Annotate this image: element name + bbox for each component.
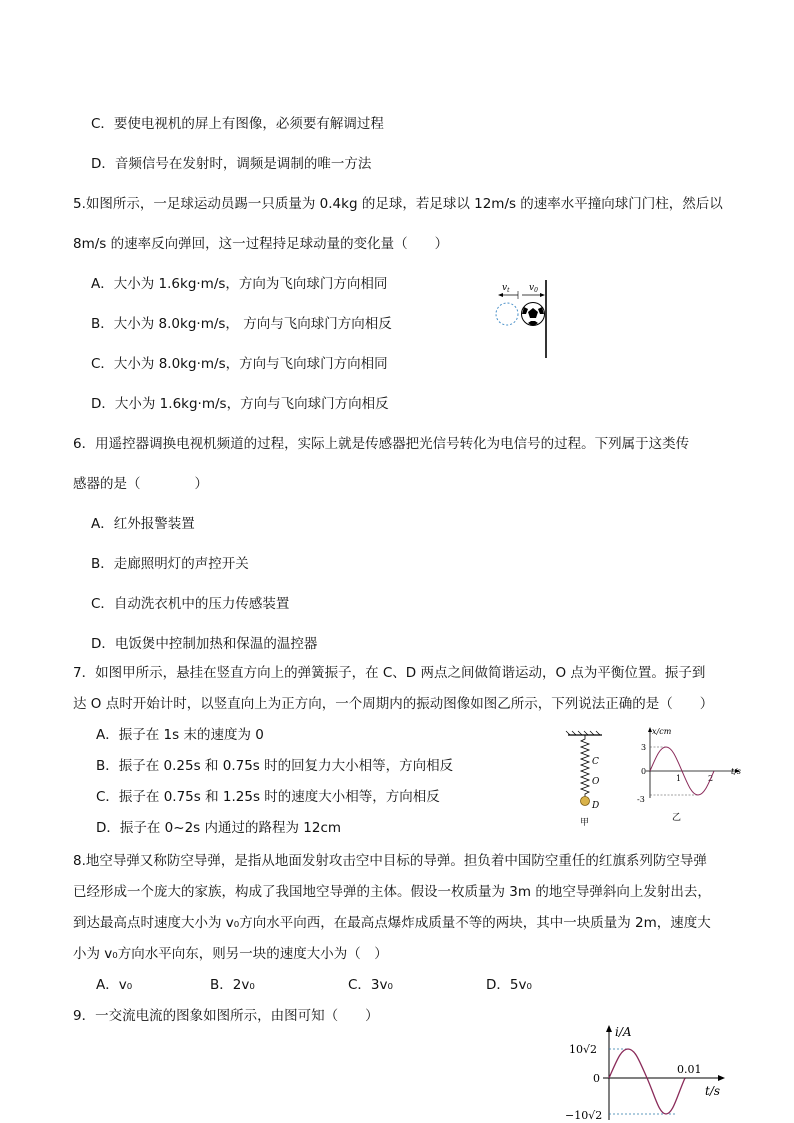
tick-0: 0 [593, 1072, 600, 1085]
figure-yi-caption: 乙 [672, 813, 682, 823]
current-sine-curve [609, 1049, 685, 1114]
q7-stem-line2: 达 O 点时开始计时，以竖直向上为正方向，一个周期内的振动图像如图乙所示，下列说法正确的是（ ） [73, 696, 714, 712]
ball-ghost-circle [496, 303, 518, 325]
q5-football-figure [488, 278, 558, 360]
v-0-label: $v_0$ [529, 283, 538, 294]
q6-option-b: B．走廊照明灯的声控开关 [91, 556, 249, 572]
q7-vibration-graph [632, 724, 747, 828]
q8-option-a: A．v₀ [96, 977, 133, 993]
q7-spring-figure [562, 730, 622, 830]
point-o-label: O [592, 777, 600, 787]
q8-stem-line1: 8.地空导弹又称防空导弹，是指从地面发射攻击空中目标的导弹。担负着中国防空重任的红旗系列防空导弹 [73, 853, 707, 869]
q5-option-c: C．大小为 8.0kg·m/s，方向与飞向球门方向相同 [91, 356, 388, 372]
q8-stem-line2: 已经形成一个庞大的家族，构成了我国地空导弹的主体。假设一枚质量为 3m 的地空导弹斜向上发射出去， [73, 884, 711, 900]
q8-stem-line4: 小为 v₀方向水平向东，则另一块的速度大小为（ ） [73, 946, 388, 962]
tick-10root2: 10√2 [569, 1043, 598, 1056]
q5-option-d: D．大小为 1.6kg·m/s，方向与飞向球门方向相反 [91, 396, 389, 412]
q6-option-a: A．红外报警装置 [91, 516, 195, 532]
tick-3: 3 [641, 743, 647, 752]
q7-stem-line1: 7．如图甲所示，悬挂在竖直方向上的弹簧振子，在 C、D 两点之间做简谐运动，O 点为平衡位置。振子到 [73, 665, 706, 681]
q5-option-b: B．大小为 8.0kg·m/s， 方向与飞向球门方向相反 [91, 316, 392, 332]
q8-option-b: B．2v₀ [210, 977, 255, 993]
tick-neg3: -3 [637, 795, 645, 804]
q7-option-a: A．振子在 1s 末的速度为 0 [96, 727, 264, 743]
q8-option-c: C．3v₀ [348, 977, 393, 993]
tick-2: 2 [708, 774, 714, 783]
q8-stem-line3: 到达最高点时速度大小为 v₀方向水平向西，在最高点爆炸成质量不等的两块，其中一块质量为 2m，速度大 [73, 915, 711, 931]
figure-jia-caption: 甲 [580, 818, 590, 828]
q6-option-c: C．自动洗衣机中的压力传感装置 [91, 596, 290, 612]
v-t-label: $v_t$ [502, 283, 510, 294]
q5-stem-line1: 5.如图所示，一足球运动员踢一只质量为 0.4kg 的足球，若足球以 12m/s 的速率水平撞向球门门柱，然后以 [73, 196, 723, 212]
q5-option-a: A．大小为 1.6kg·m/s，方向为飞向球门方向相同 [91, 276, 388, 292]
tick-0: 0 [641, 767, 647, 776]
q5-stem-line2: 8m/s 的速率反向弹回，这一过程持足球动量的变化量（ ） [73, 236, 449, 252]
q4-option-c: C．要使电视机的屏上有图像，必须要有解调过程 [91, 116, 384, 132]
q8-option-d: D．5v₀ [486, 977, 532, 993]
q9-current-graph [565, 1022, 735, 1123]
football-icon [522, 303, 545, 326]
i-a-label: i/A [615, 1025, 632, 1039]
q9-stem: 9．一交流电流的图象如图所示，由图可知（ ） [73, 1008, 379, 1024]
q7-option-b: B．振子在 0.25s 和 0.75s 时的回复力大小相等，方向相反 [96, 758, 454, 774]
q4-option-d: D．音频信号在发射时，调频是调制的唯一方法 [91, 156, 372, 172]
q6-option-d: D．电饭煲中控制加热和保温的温控器 [91, 636, 318, 652]
oscillator-ball [581, 797, 590, 806]
point-c-label: C [592, 757, 599, 767]
tick-neg10root2: −10√2 [565, 1109, 603, 1122]
point-d-label: D [592, 801, 600, 811]
q7-option-d: D．振子在 0~2s 内通过的路程为 12cm [96, 820, 342, 836]
tick-0.01: 0.01 [677, 1063, 702, 1076]
q6-stem-line1: 6．用遥控器调换电视机频道的过程，实际上就是传感器把光信号转化为电信号的过程。下列属于这类传 [73, 436, 690, 452]
t-s-label: t/s [731, 767, 742, 776]
q6-stem-line2: 感器的是（ ） [73, 476, 208, 492]
q7-option-c: C．振子在 0.75s 和 1.25s 时的速度大小相等，方向相反 [96, 789, 440, 805]
spring-coil [581, 735, 589, 797]
x-cm-label: x/cm [652, 727, 672, 736]
tick-1: 1 [676, 774, 682, 783]
t-s-label: t/s [705, 1084, 721, 1098]
